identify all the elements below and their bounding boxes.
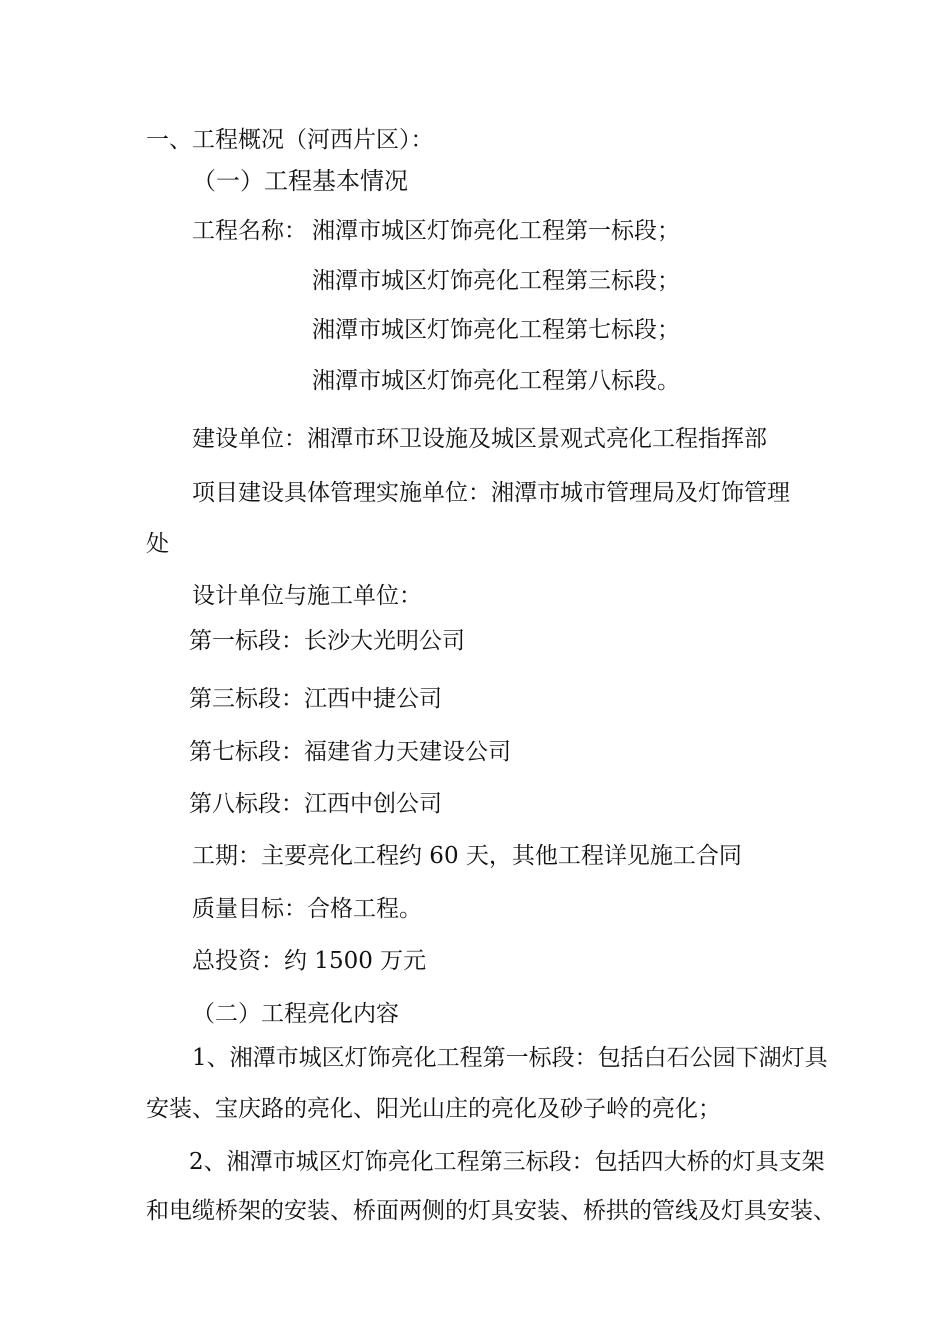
contractor-2: 第三标段：江西中捷公司 — [189, 686, 442, 712]
contractor-4: 第八标段：江西中创公司 — [189, 791, 442, 817]
duration: 工期：主要亮化工程约 60 天，其他工程详见施工合同 — [192, 843, 742, 869]
construction-unit: 建设单位：湘潭市环卫设施及城区景观式亮化工程指挥部 — [192, 426, 767, 452]
project-name-label: 工程名称： — [192, 218, 307, 244]
item2-line-2: 和电缆桥架的安装、桥面两侧的灯具安装、桥拱的管线及灯具安装、 — [146, 1198, 836, 1224]
project-name-item-3: 湘潭市城区灯饰亮化工程第七标段； — [312, 317, 680, 343]
item1-line-1: 1、湘潭市城区灯饰亮化工程第一标段：包括白石公园下湖灯具 — [192, 1045, 828, 1071]
heading: 一、工程概况（河西片区）： — [146, 127, 434, 153]
design-construction-title: 设计单位与施工单位： — [192, 583, 422, 609]
total-investment: 总投资：约 1500 万元 — [192, 948, 427, 974]
project-name-item-2: 湘潭市城区灯饰亮化工程第三标段； — [312, 268, 680, 294]
quality-target: 质量目标：合格工程。 — [192, 896, 422, 922]
management-unit-line-1: 项目建设具体管理实施单位：湘潭市城市管理局及灯饰管理 — [192, 480, 790, 506]
contractor-1: 第一标段：长沙大光明公司 — [189, 628, 465, 654]
section1-title: （一）工程基本情况 — [192, 167, 408, 195]
project-name-item-4: 湘潭市城区灯饰亮化工程第八标段。 — [312, 368, 680, 394]
section2-title: （二）工程亮化内容 — [192, 1001, 399, 1027]
management-unit-line-2: 处 — [146, 531, 169, 557]
item1-line-2: 安装、宝庆路的亮化、阳光山庄的亮化及砂子岭的亮化； — [146, 1096, 721, 1122]
item2-line-1: 2、湘潭市城区灯饰亮化工程第三标段：包括四大桥的灯具支架 — [189, 1149, 825, 1175]
project-name-item-1: 湘潭市城区灯饰亮化工程第一标段； — [312, 218, 680, 244]
contractor-3: 第七标段：福建省力天建设公司 — [189, 739, 511, 765]
